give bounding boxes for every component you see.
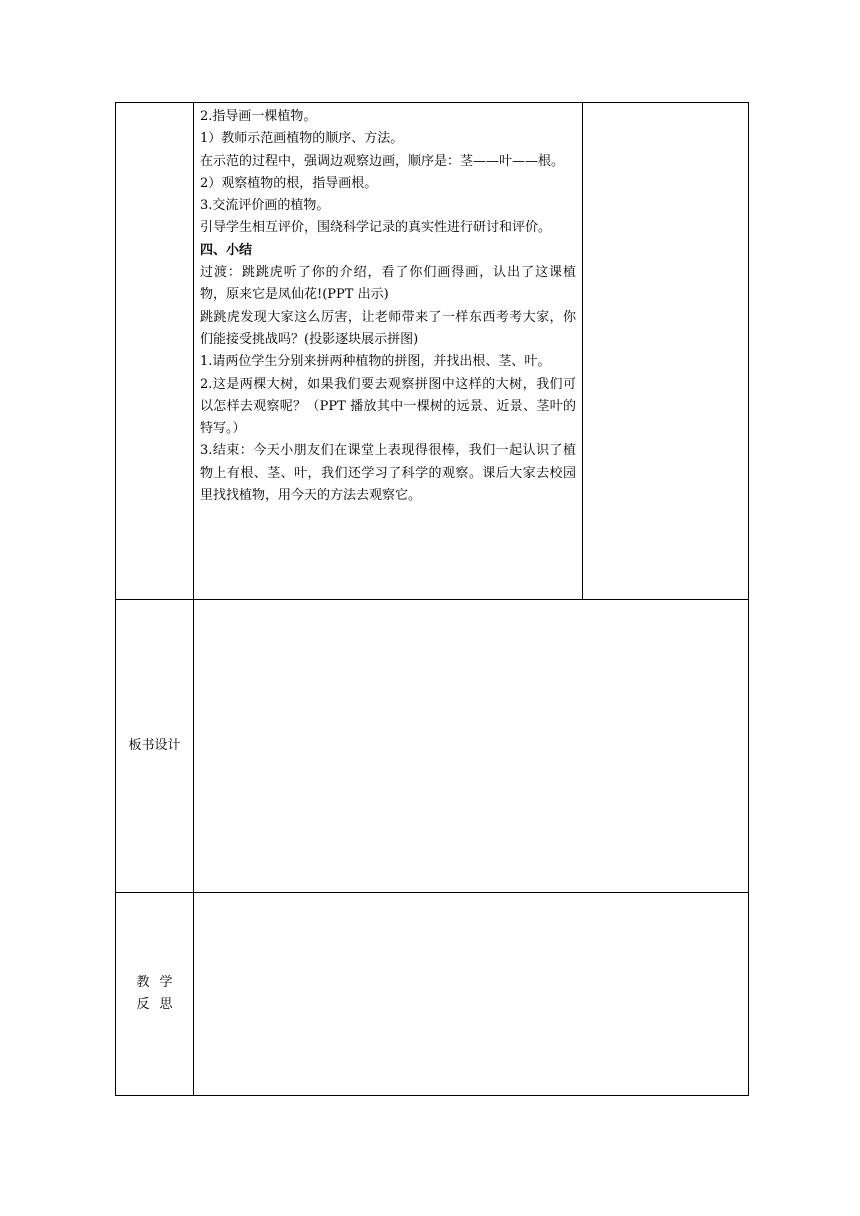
summary-heading: 四、小结 bbox=[200, 242, 253, 258]
teaching-process-row bbox=[116, 103, 749, 600]
process-notes-cell bbox=[583, 103, 749, 600]
summary-line: 2.这是两棵大树，如果我们要去观察拼图中这样的大树，我们可以怎样去观察呢？（PPT 播放其中一棵树的远景、近景、茎叶的特写。） bbox=[200, 376, 576, 437]
board-design-row bbox=[116, 600, 749, 893]
process-content-cell bbox=[194, 103, 583, 600]
board-design-label: 板书设计 bbox=[116, 600, 194, 893]
process-line: 3.交流评价画的植物。 bbox=[200, 198, 330, 214]
lesson-plan-table bbox=[115, 102, 749, 1096]
process-line: 2）观察植物的根，指导画根。 bbox=[200, 175, 378, 191]
reflection-label-line1: 教学 bbox=[136, 975, 183, 990]
reflection-label bbox=[116, 893, 194, 1096]
summary-line: 过渡：跳跳虎听了你的介绍，看了你们画得画，认出了这课植物，原来它是凤仙花!(PPT 出示) bbox=[200, 265, 576, 303]
summary-line: 3.结束：今天小朋友们在课堂上表现得很棒，我们一起认识了植物上有根、茎、叶，我们还学习了科学的观察。课后大家去校园里找找植物，用今天的方法去观察它。 bbox=[200, 443, 576, 504]
reflection-row bbox=[116, 893, 749, 1096]
process-line: 引导学生相互评价，围绕科学记录的真实性进行研讨和评价。 bbox=[200, 220, 552, 236]
process-content bbox=[194, 103, 582, 507]
process-line: 2.指导画一棵植物。 bbox=[200, 109, 317, 124]
summary-line: 1.请两位学生分别来拼两种植物的拼图，并找出根、茎、叶。 bbox=[200, 354, 551, 370]
summary-line: 跳跳虎发现大家这么厉害，让老师带来了一样东西考考大家，你们能接受挑战吗？(投影逐块展示拼图) bbox=[200, 309, 576, 347]
process-line: 1）教师示范画植物的顺序、方法。 bbox=[200, 131, 404, 147]
board-design-content-cell bbox=[194, 600, 749, 893]
process-label-cell bbox=[116, 103, 194, 600]
process-line: 在示范的过程中，强调边观察边画，顺序是：茎——叶——根。 bbox=[200, 153, 565, 169]
reflection-content-cell bbox=[194, 893, 749, 1096]
reflection-label-line2: 反思 bbox=[136, 997, 183, 1012]
